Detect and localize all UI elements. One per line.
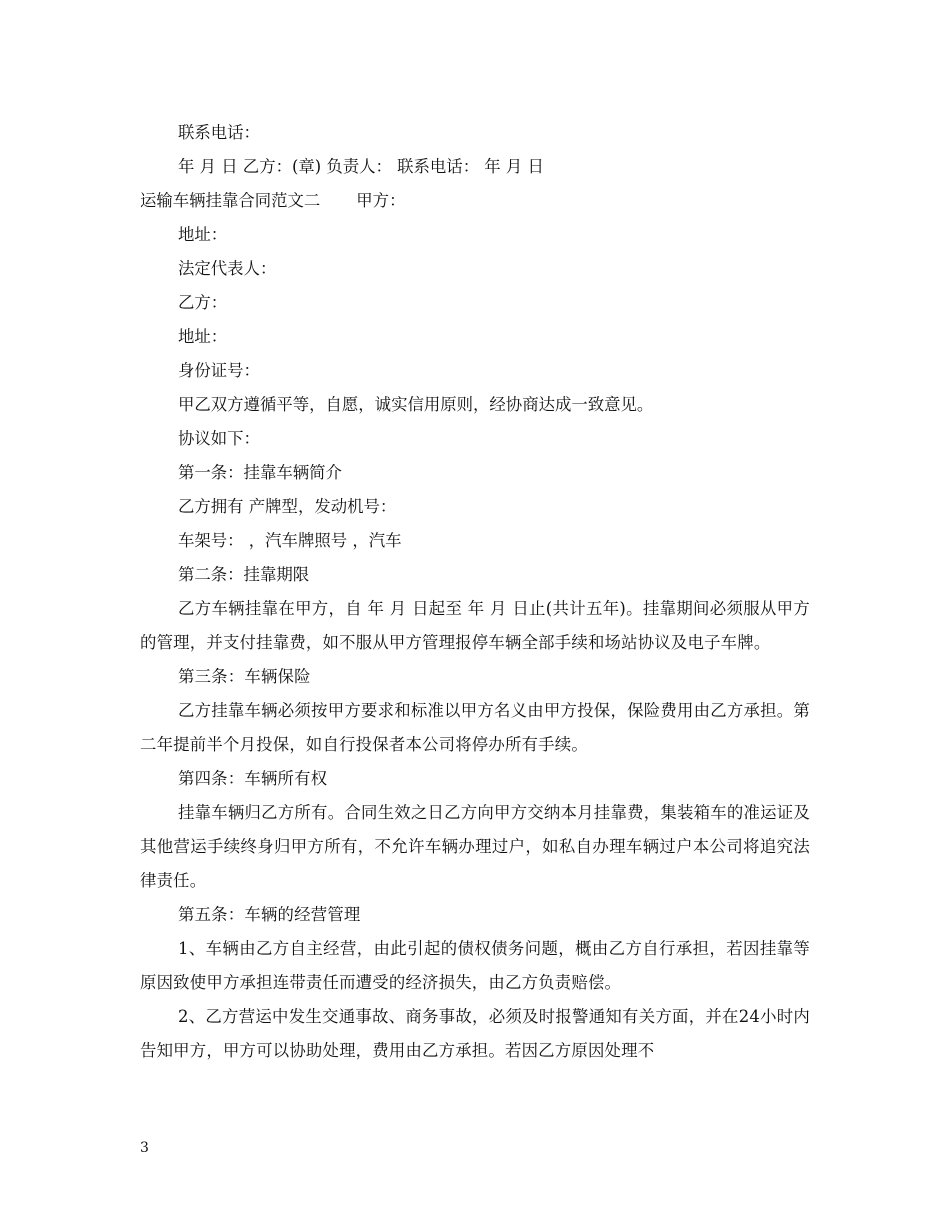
clause-heading: 第四条：车辆所有权 bbox=[178, 769, 328, 788]
text-line: 年 月 日 乙方：(章) 负责人： 联系电话： 年 月 日 bbox=[178, 157, 544, 176]
document-body bbox=[140, 116, 810, 1068]
page-number: 3 bbox=[140, 1140, 149, 1156]
text-line: 法定代表人： bbox=[178, 259, 277, 278]
paragraph: 乙方车辆挂靠在甲方，自 年 月 日起至 年 月 日止(共计五年)。挂靠期间必须服从甲方的管理，并支付挂靠费，如不服从甲方管理报停车辆全部手续和场站协议及电子车牌。 bbox=[140, 599, 810, 652]
document-title: 运输车辆挂靠合同范文二 bbox=[140, 191, 321, 210]
text-line: 地址： bbox=[178, 225, 228, 244]
text-line: 甲乙双方遵循平等，自愿，诚实信用原则，经协商达成一致意见。 bbox=[178, 395, 654, 414]
text-line: 联系电话： bbox=[178, 123, 260, 142]
clause-heading: 第五条：车辆的经营管理 bbox=[178, 905, 361, 924]
paragraph: 挂靠车辆归乙方所有。合同生效之日乙方向甲方交纳本月挂靠费，集装箱车的准运证及其他营运手续终身归甲方所有，不允许车辆办理过户，如私自办理车辆过户本公司将追究法律责任。 bbox=[140, 803, 810, 890]
clause-heading: 第二条：挂靠期限 bbox=[178, 565, 310, 584]
text-line: 地址： bbox=[178, 327, 228, 346]
paragraph: 乙方挂靠车辆必须按甲方要求和标准以甲方名义由甲方投保，保险费用由乙方承担。第二年提前半个月投保，如自行投保者本公司将停办所有手续。 bbox=[140, 701, 810, 754]
party-a-label: 甲方： bbox=[356, 191, 406, 210]
section-title-line bbox=[140, 184, 810, 218]
text-line: 乙方： bbox=[178, 293, 228, 312]
text-line: 乙方拥有 产牌型，发动机号： bbox=[178, 497, 397, 516]
clause-heading: 第三条：车辆保险 bbox=[178, 667, 311, 686]
text-line: 身份证号： bbox=[178, 361, 260, 380]
text-line: 协议如下： bbox=[178, 429, 260, 448]
clause-heading: 第一条：挂靠车辆简介 bbox=[178, 463, 342, 482]
paragraph: 2、乙方营运中发生交通事故、商务事故，必须及时报警通知有关方面，并在24小时内告知甲方，甲方可以协助处理，费用由乙方承担。若因乙方原因处理不 bbox=[140, 1007, 810, 1060]
text-line: 车架号： ，汽车牌照号 ，汽车 bbox=[178, 531, 402, 550]
paragraph: 1、车辆由乙方自主经营，由此引起的债权债务问题，概由乙方自行承担，若因挂靠等原因致使甲方承担连带责任而遭受的经济损失，由乙方负责赔偿。 bbox=[140, 939, 810, 992]
